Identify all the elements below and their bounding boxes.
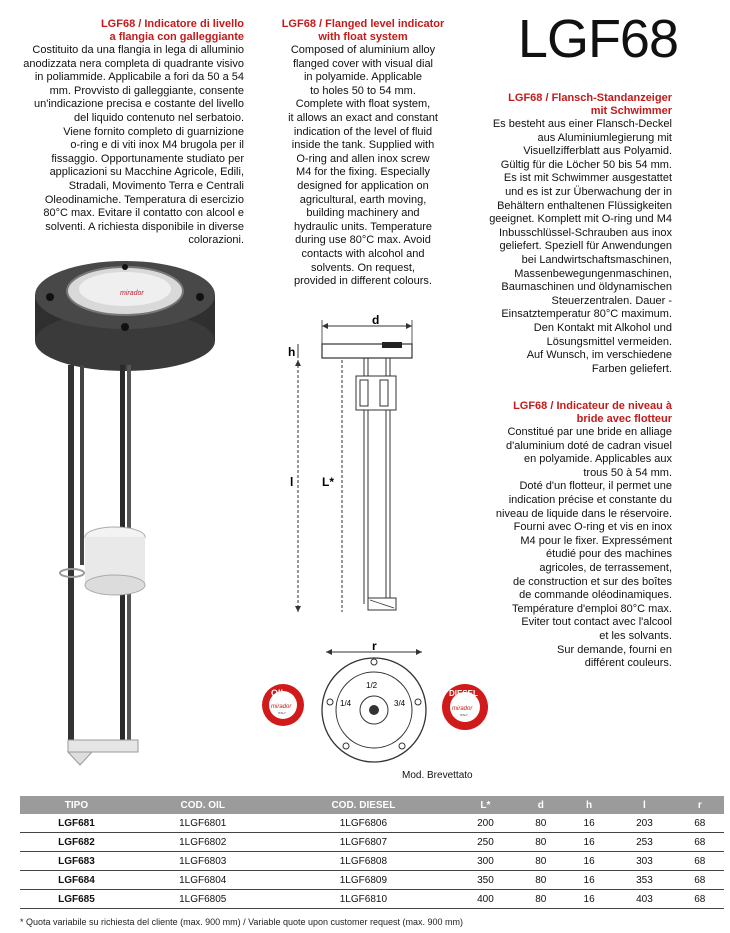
body-line: anodizzata nera completa di quadrante visivo [23,57,244,70]
model-title: LGF68 [517,9,678,69]
table-cell: 68 [676,833,724,852]
body-line: inside the tank. Supplied with [291,139,435,152]
dial-half-label: 1/2 [366,681,378,690]
table-cell: 1LGF6809 [273,871,455,890]
table-header-cell: TIPO [20,796,133,814]
body-line: niveau de liquide dans le réservoire. [495,507,672,520]
table-cell: 80 [517,814,565,833]
table-cell: 16 [565,833,613,852]
table-cell: 403 [613,890,675,909]
body-line: und es ist zur Überwachung der in [505,185,672,198]
french-title [468,400,672,426]
table-header-cell: l [613,796,675,814]
oil-badge [260,682,306,728]
body-line: Es ist mit Schwimmer ausgestattet [503,172,672,185]
table-row [20,833,724,852]
table-cell: 400 [454,890,516,909]
table-header-row [20,796,724,814]
body-line: Farben geliefert. [591,362,672,375]
table-cell: 16 [565,871,613,890]
table-cell: 1LGF6806 [273,814,455,833]
body-line: Inbusschlüssel-Schrauben aus inox [498,226,672,239]
table-header-cell: d [517,796,565,814]
body-line: solventi. A richiesta disponibile in diverse [45,220,244,233]
french-title-line: bride avec flotteur [576,413,672,425]
body-line: Composed of aluminium alloy [290,44,436,56]
body-line: indication précise et constante du [508,493,672,506]
body-line: fissaggio. Opportunamente studiato per [51,152,244,165]
dial-three-quarter-label: 3/4 [394,699,406,708]
diesel-badge-brand: mirador [452,706,473,712]
body-line: Gültig für die Löcher 50 bis 54 mm. [500,158,672,171]
body-line: building machinery and [306,207,420,220]
table-row [20,871,724,890]
body-line: O-ring and allen inox screw [296,152,430,165]
body-line: Doté d'un flotteur, il permet une [519,480,672,493]
body-line: it allows an exact and constant [288,111,438,124]
body-line: M4 for the fixing. Especially [296,166,430,179]
body-line: Température d'emploi 80°C max. [512,602,672,615]
german-title-line: LGF68 / Flansch-Standanzeiger [508,92,672,104]
table-cell: 1LGF6802 [133,833,273,852]
body-line: in polyamide. Applicable [303,71,423,84]
body-line: Stradali, Movimento Terra e Centrali [68,179,244,192]
table-cell: 353 [613,871,675,890]
body-line: designed for application on [297,179,429,192]
body-line: flanged cover with visual dial [292,57,434,70]
body-line: Lösungsmittel vermeiden. [546,335,672,348]
table-cell: 80 [517,871,565,890]
table-header-cell: r [676,796,724,814]
oil-badge-label: OIL [271,688,286,698]
body-line: Behältern enthaltenen Flüssigkeiten [497,199,672,212]
table-cell: 1LGF6810 [273,890,455,909]
body-line: Den Kontakt mit Alkohol und [533,321,672,334]
svg-text:mirador: mirador [120,290,144,297]
body-line: o-ring e di viti inox M4 brugola per il [70,139,244,152]
table-cell: LGF684 [20,871,133,890]
side-drawing [282,312,432,622]
french-section [468,400,672,671]
german-body [468,118,672,376]
table-cell: 68 [676,852,724,871]
french-body [468,426,672,671]
body-line: provided in different colours. [294,275,432,288]
table-row [20,814,724,833]
body-line: étudié pour des machines [546,548,672,561]
body-line: Fourni avec O-ring et vis en inox [513,521,672,534]
body-line: Auf Wunsch, im verschiedene [526,349,672,362]
body-line: indication of the level of fluid [293,125,433,138]
table-cell: LGF685 [20,890,133,909]
body-line: d'aluminium doté de cadran visuel [506,439,672,452]
german-title [468,92,672,118]
english-title [268,18,458,44]
body-line: Massenbewegungenmaschinen, [514,267,672,280]
table-cell: 1LGF6807 [273,833,455,852]
italian-title [8,18,244,44]
body-line: et les solvants. [599,629,672,642]
table-cell: 300 [454,852,516,871]
body-line: in poliammide. Applicabile a fori da 50 a 54 [34,71,244,84]
body-line: to holes 50 to 54 mm. [310,84,416,97]
body-line: différent couleurs. [584,657,672,670]
table-cell: 253 [613,833,675,852]
body-line: M4 pour le fixer. Expressément [520,534,672,547]
table-cell: 1LGF6805 [133,890,273,909]
diesel-badge-country: ITALY [460,713,468,717]
table-cell: 68 [676,890,724,909]
table-row [20,890,724,909]
body-line: en polyamide. Applicables aux [524,453,672,466]
bottom-bracket [68,740,138,752]
table-cell: 1LGF6808 [273,852,455,871]
table-cell: 80 [517,852,565,871]
body-line: hydraulic units. Temperature [294,220,432,233]
table-cell: LGF683 [20,852,133,871]
body-line: applicazioni su Macchine Agricole, Edili, [49,166,244,179]
body-line: aus Aluminiumlegierung mit [537,131,672,144]
table-cell: 350 [454,871,516,890]
table-header-cell: COD. OIL [133,796,273,814]
table-header-cell: h [565,796,613,814]
body-line: de construction et sur des boîtes [513,575,672,588]
table-cell: 303 [613,852,675,871]
body-line: un'indicazione precisa e costante del livello [33,98,244,111]
body-line: Viene fornito completo di guarnizione [63,125,244,138]
table-cell: LGF681 [20,814,133,833]
table-cell: 1LGF6804 [133,871,273,890]
german-section [468,92,672,376]
italian-section [8,18,244,248]
body-line: Einsatztemperatur 80°C maximum. [501,308,672,321]
body-line: bei Landwirtschaftsmaschinen, [521,253,672,266]
table-cell: 1LGF6801 [133,814,273,833]
diesel-badge [440,682,490,732]
table-header-cell: COD. DIESEL [273,796,455,814]
body-line: geliefert. Speziell für Anwendungen [499,240,672,253]
dim-r-label: r [372,640,377,653]
body-line: Eviter tout contact avec l'alcool [521,616,672,629]
table-cell: 203 [613,814,675,833]
table-cell: 80 [517,833,565,852]
guide-rod [68,365,74,745]
diesel-badge-label: DIESEL [449,689,478,698]
spec-table [20,796,724,909]
body-line: Visuellzifferblatt aus Polyamid. [523,145,672,158]
table-cell: 16 [565,814,613,833]
body-line: Costituito da una flangia in lega di alluminio [32,44,244,56]
english-section [268,18,458,289]
table-cell: 80 [517,890,565,909]
body-line: agricoles, de terrassement, [539,561,672,574]
body-line: Oleodinamiche. Temperatura di esercizio [44,193,244,206]
table-cell: 16 [565,890,613,909]
table-cell: 250 [454,833,516,852]
table-header-cell: L* [454,796,516,814]
table-cell: 1LGF6803 [133,852,273,871]
oil-badge-country: ITALY [278,711,286,715]
body-line: agricultural, earth moving, [299,193,427,206]
table-cell: 16 [565,852,613,871]
body-line: trous 50 à 54 mm. [583,466,672,479]
body-line: solvents. On request, [311,261,415,274]
english-body [268,44,458,289]
french-title-line: LGF68 / Indicateur de niveau à [513,400,672,412]
body-line: Es besteht aus einer Flansch-Deckel [492,118,672,130]
dim-d-label: d [372,313,380,327]
english-title-line: with float system [318,31,408,43]
italian-title-line: a flangia con galleggiante [109,31,244,43]
table-cell: 200 [454,814,516,833]
german-title-line: mit Schwimmer [590,105,672,117]
dim-l-label: l [290,475,294,489]
body-line: mm. Provvisto di galleggiante, consente [49,84,244,97]
footnote: * Quota variabile su richiesta del cliente (max. 900 mm) / Variable quote upon customer request (max. 900 mm) [20,917,464,927]
body-line: colorazioni. [188,234,244,247]
body-line: de commande oléodinamiques. [519,589,672,602]
italian-body [8,44,244,248]
body-line: Baumaschinen und öldynamischen [501,281,672,294]
body-line: Steuerzentralen. Dauer - [551,294,672,307]
drawing-float [356,376,396,410]
dim-h-label: h [288,345,296,359]
english-title-line: LGF68 / Flanged level indicator [281,18,445,30]
top-view-drawing [306,640,446,770]
body-line: Constitué par une bride en alliage [507,426,672,438]
body-line: during use 80°C max. Avoid [295,234,431,247]
patent-note: Mod. Brevettato [402,770,473,781]
table-cell: 68 [676,871,724,890]
product-photo [20,255,250,775]
table-cell: LGF682 [20,833,133,852]
body-line: Sur demande, fourni en [557,643,672,656]
table-cell: 68 [676,814,724,833]
body-line: Complete with float system, [295,98,431,111]
table-row [20,852,724,871]
body-line: contacts with alcohol and [301,247,425,260]
italian-title-line: LGF68 / Indicatore di livello [100,18,244,30]
dial-quarter-label: 1/4 [340,699,352,708]
body-line: del liquido contenuto nel serbatoio. [73,111,244,124]
oil-badge-brand: mirador [271,704,292,710]
body-line: geeignet. Komplett mit O-ring und M4 [489,213,672,226]
body-line: 80°C max. Evitare il contatto con alcool e [43,207,244,220]
dim-L-label: L* [322,475,334,489]
